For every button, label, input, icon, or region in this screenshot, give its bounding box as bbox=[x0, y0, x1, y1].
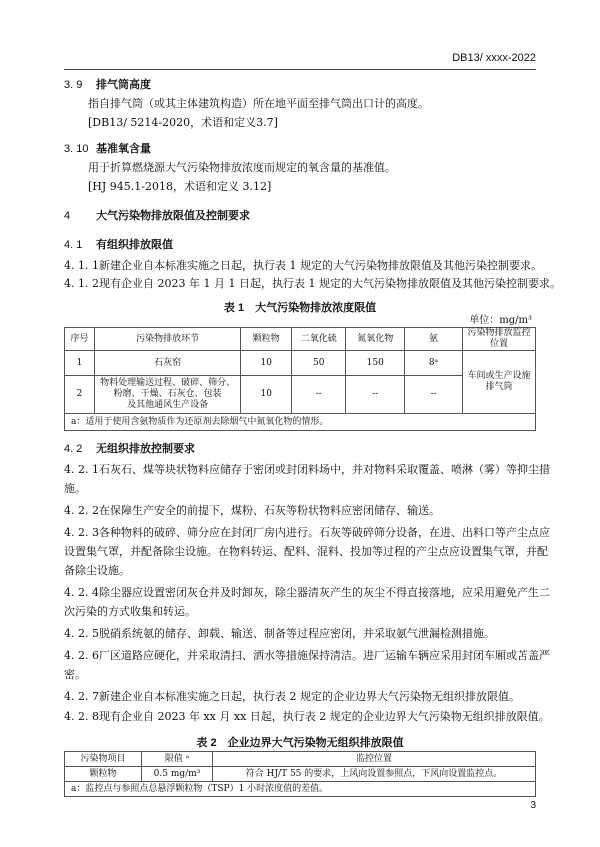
cell-no: 1 bbox=[65, 351, 95, 376]
table-2-note: a：监控点与参照点总悬浮颗粒物（TSP）1 小时浓度值的差值。 bbox=[65, 782, 536, 797]
table-2 bbox=[64, 751, 536, 797]
cell-item: 颗粒物 bbox=[65, 767, 142, 782]
section-4-2-2: 4. 2. 2在保障生产安全的前提下，煤粉、石灰等粉状物料应密闭储存、输送。 bbox=[64, 504, 440, 517]
section-3-10-text: 用于折算燃烧源大气污染物排放浓度而规定的氧含量的基准值。 bbox=[88, 161, 396, 174]
cell-nox: 150 bbox=[346, 351, 405, 376]
section-4-2-5: 4. 2. 5脱硝系统氨的储存、卸载、输送、制备等过程应密闭，并采取氨气泄漏检测措施。 bbox=[64, 627, 495, 640]
table-1-unit: 单位：mg/m³ bbox=[469, 315, 532, 326]
cell-pm: 10 bbox=[241, 376, 292, 414]
th-no: 序号 bbox=[65, 328, 95, 351]
cell-link bbox=[94, 376, 241, 414]
section-3-10-heading: 3. 10 基准氧含量 bbox=[64, 143, 151, 155]
section-4-2-3-cont1: 设置集气罩，并配备除尘设施。在物料转运、配料、混料、投加等过程的产尘点应设置集气罩，并配 bbox=[64, 545, 548, 558]
section-3-10-ref: [HJ 945.1-2018，术语和定义 3.12] bbox=[88, 180, 272, 193]
section-4-2-6-cont: 密。 bbox=[64, 668, 86, 681]
th-monitor: 污染物排放监控位置 bbox=[462, 328, 535, 351]
th-pm: 颗粒物 bbox=[241, 328, 292, 351]
table-1-caption: 表 1 大气污染物排放浓度限值 bbox=[223, 302, 377, 314]
link-line-3: 及其他通风生产设备 bbox=[127, 400, 209, 410]
section-4-2-1: 4. 2. 1石灰石、煤等块状物料应储存于密闭或封闭料场中，并对物料采取覆盖、喷淋（雾）等抑尘措 bbox=[64, 463, 550, 476]
section-4-2-4-cont: 次污染的方式收集和转运。 bbox=[64, 605, 196, 618]
section-3-9-text: 指自排气筒（或其主体建筑构造）所在地平面至排气筒出口计的高度。 bbox=[88, 97, 429, 110]
table-2-header-row bbox=[65, 752, 536, 767]
section-4-2-1-cont: 施。 bbox=[64, 482, 86, 495]
section-4-1-heading: 4. 1 有组织排放限值 bbox=[64, 239, 173, 251]
table-2-note-row bbox=[65, 782, 536, 797]
th-item: 污染物项目 bbox=[65, 752, 142, 767]
section-4-2-4: 4. 2. 4除尘器应设置密闭灰仓并及时卸灰，除尘器清灰产生的灰尘不得直接落地，应采用避免产生二 bbox=[64, 586, 550, 599]
section-4-2-3-cont2: 备除尘设施。 bbox=[64, 564, 130, 577]
section-4-2-6: 4. 2. 6厂区道路应硬化，并采取清扫、洒水等措施保持清洁。进厂运输车辆应采用封闭车厢或苫盖严 bbox=[64, 649, 550, 662]
cell-so2: -- bbox=[292, 376, 346, 414]
th-so2: 二氧化硫 bbox=[292, 328, 346, 351]
cell-nh3: 8ᵃ bbox=[404, 351, 462, 376]
page-number: 3 bbox=[530, 800, 536, 811]
link-line-1: 物料处理输送过程、破碎、筛分、 bbox=[100, 378, 236, 388]
th-nh3: 氨 bbox=[404, 328, 462, 351]
cell-nox: -- bbox=[346, 376, 405, 414]
header-divider bbox=[64, 69, 536, 70]
section-3-9-heading: 3. 9 排气筒高度 bbox=[64, 79, 151, 91]
section-4-2-7: 4. 2. 7新建企业自本标准实施之日起，执行表 2 规定的企业边界大气污染物无组织排放限值。 bbox=[64, 690, 520, 703]
section-4-2-8: 4. 2. 8现有企业自 2023 年 xx 月 xx 日起，执行表 2 规定的企业边界大气污染物无组织排放限值。 bbox=[64, 710, 550, 723]
cell-so2: 50 bbox=[292, 351, 346, 376]
table-2-caption: 表 2 企业边界大气污染物无组织排放限值 bbox=[196, 737, 404, 749]
section-4-2-3: 4. 2. 3各种物料的破碎、筛分应在封闭厂房内进行。石灰等破碎筛分设备，在进、出料口等产尘点应 bbox=[64, 526, 550, 539]
th-location: 监控位置 bbox=[213, 752, 536, 767]
link-line-2: 粉磨、干燥、石灰仓、包装 bbox=[113, 389, 222, 399]
table-row bbox=[65, 351, 536, 376]
monitor-line-2: 排气筒 bbox=[485, 382, 513, 392]
section-4-2-heading: 4. 2 无组织排放控制要求 bbox=[64, 443, 195, 455]
cell-location: 符合 HJ/T 55 的要求，上风向设置参照点，下风向设置监控点。 bbox=[213, 767, 536, 782]
cell-link: 石灰窑 bbox=[94, 351, 241, 376]
cell-monitor bbox=[462, 351, 535, 414]
table-1-note-row bbox=[65, 414, 536, 431]
th-limit: 限值 ᵃ bbox=[142, 752, 213, 767]
table-1 bbox=[64, 327, 536, 431]
cell-no: 2 bbox=[65, 376, 95, 414]
cell-pm: 10 bbox=[241, 351, 292, 376]
table-row bbox=[65, 767, 536, 782]
document-code: DB13/ xxxx-2022 bbox=[452, 52, 536, 64]
table-1-header-row bbox=[65, 328, 536, 351]
cell-limit: 0.5 mg/m³ bbox=[142, 767, 213, 782]
section-4-1-2: 4. 1. 2现有企业自 2023 年 1 月 1 日起，执行表 1 规定的大气污染物排放限值及其他污染控制要求。 bbox=[64, 277, 561, 290]
monitor-line-1: 车间或生产设施 bbox=[467, 371, 531, 381]
th-link: 污染物排放环节 bbox=[94, 328, 241, 351]
section-3-9-ref: [DB13/ 5214-2020，术语和定义3.7] bbox=[88, 116, 278, 129]
section-4-1-1: 4. 1. 1新建企业自本标准实施之日起，执行表 1 规定的大气污染物排放限值及其他污染控制要求。 bbox=[64, 259, 542, 272]
section-4-heading: 4 大气污染物排放限值及控制要求 bbox=[64, 210, 250, 222]
cell-nh3: -- bbox=[404, 376, 462, 414]
th-nox: 氮氧化物 bbox=[346, 328, 405, 351]
table-1-note: a：适用于使用含氨物质作为还原剂去除烟气中氮氧化物的情形。 bbox=[65, 414, 536, 431]
